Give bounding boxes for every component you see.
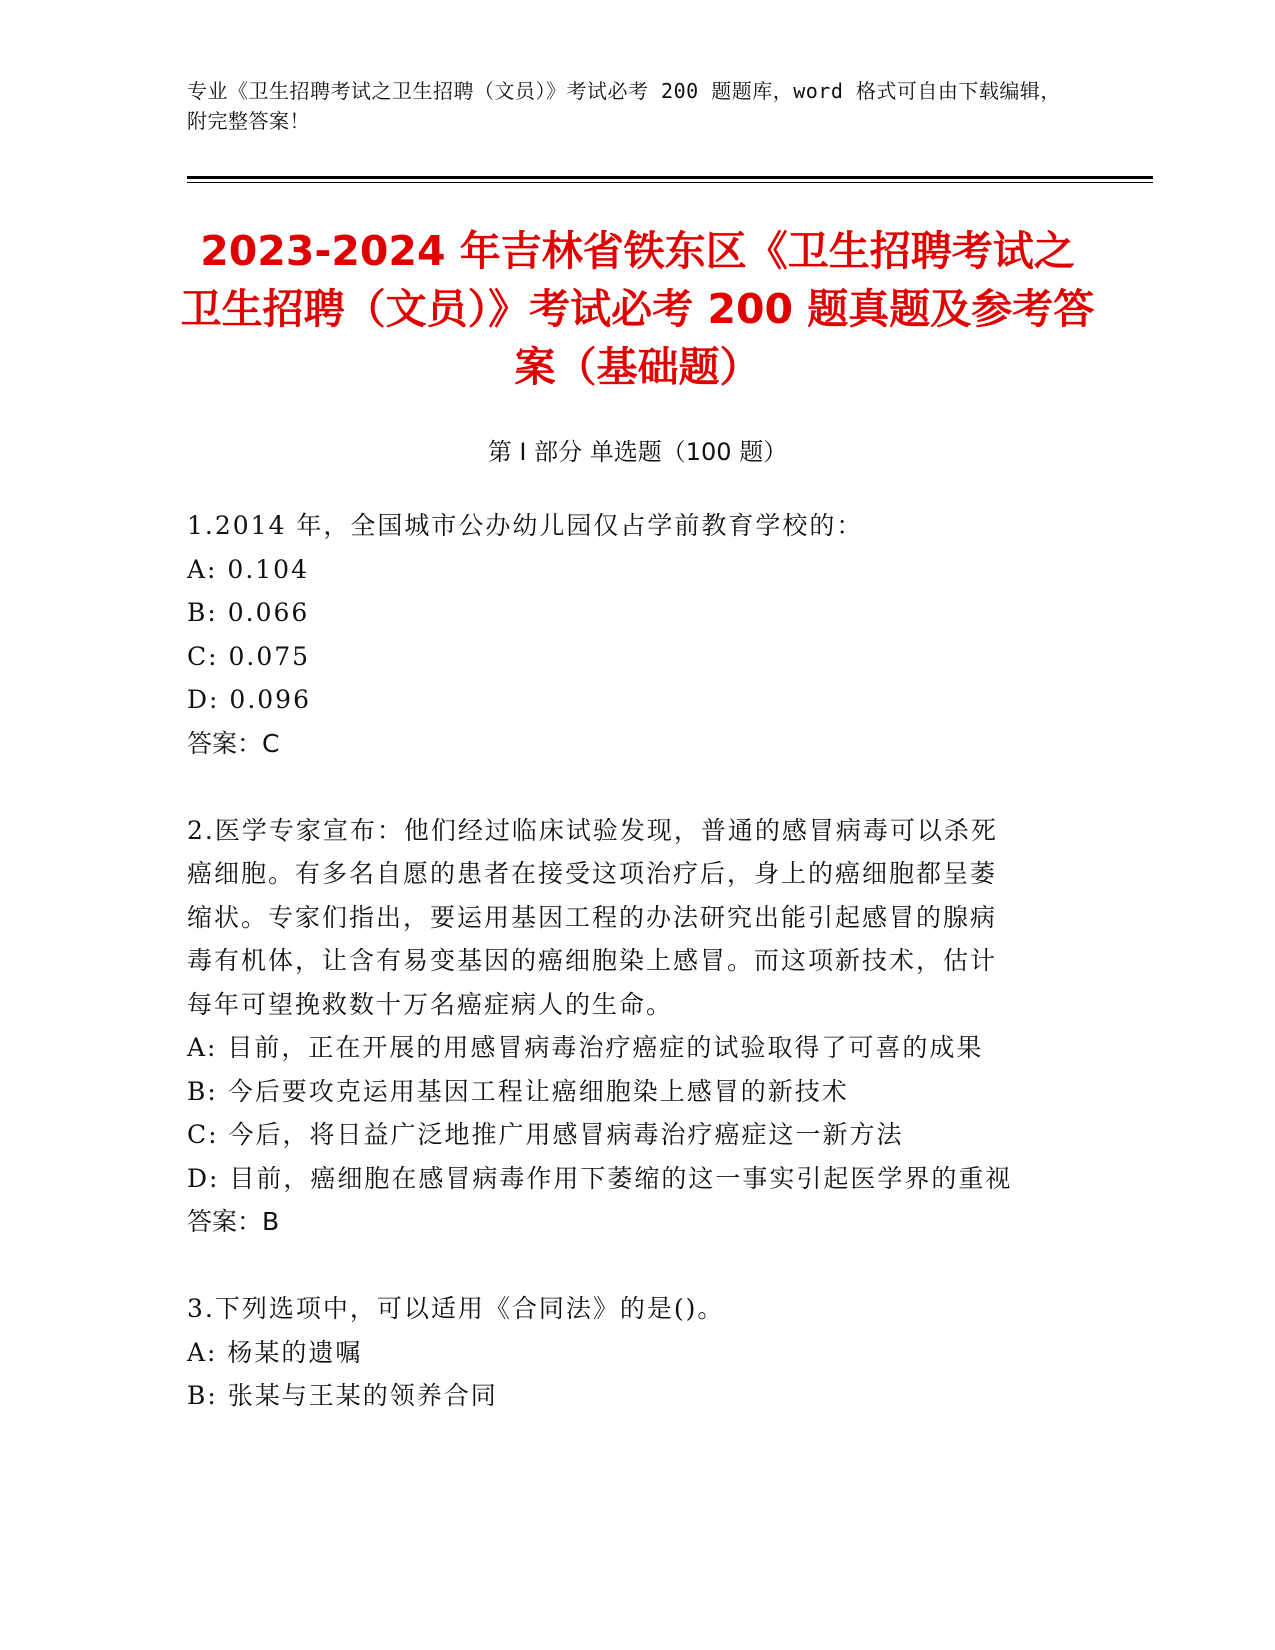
question-2-stem-line-2: 癌细胞。有多名自愿的患者在接受这项治疗后，身上的癌细胞都呈萎 [187,859,998,888]
question-2-answer: 答案：B [187,1207,280,1236]
question-3-option-b: B: 张某与王某的领养合同 [187,1381,498,1410]
question-2-stem-line-4: 毒有机体，让含有易变基因的癌细胞染上感冒。而这项新技术，估计 [187,946,998,975]
question-1-option-a: A: 0.104 [187,555,309,584]
section-heading: 第 I 部分 单选题（100 题） [487,438,788,466]
question-3-option-a: A: 杨某的遗嘱 [187,1338,363,1367]
question-1-option-b: B: 0.066 [187,598,310,627]
question-2-option-d: D: 目前，癌细胞在感冒病毒作用下萎缩的这一事实引起医学界的重视 [187,1164,1013,1193]
question-2-stem-line-3: 缩状。专家们指出，要运用基因工程的办法研究出能引起感冒的腺病 [187,903,998,932]
question-2-option-c: C: 今后，将日益广泛地推广用感冒病毒治疗癌症这一新方法 [187,1120,904,1149]
question-1-option-d: D: 0.096 [187,685,311,714]
question-1-stem: 1.2014 年，全国城市公办幼儿园仅占学前教育学校的： [187,511,864,540]
question-2-stem-line-1: 2.医学专家宣布：他们经过临床试验发现，普通的感冒病毒可以杀死 [187,816,998,845]
document-title: 2023-2024 年吉林省铁东区《卫生招聘考试之卫生招聘（文员）》考试必考 200 题真题及参考答案（基础题） [180,227,1095,391]
question-2-option-b: B: 今后要攻克运用基因工程让癌细胞染上感冒的新技术 [187,1077,849,1106]
question-1-answer: 答案：C [187,729,280,758]
header-note: 专业《卫生招聘考试之卫生招聘（文员）》考试必考 200 题题库，word 格式可自由下载编辑，附完整答案！ [187,79,1061,133]
question-2-stem-line-5: 每年可望挽救数十万名癌症病人的生命。 [187,990,674,1019]
question-3-stem: 3.下列选项中，可以适用《合同法》的是()。 [187,1294,725,1323]
question-1-option-c: C: 0.075 [187,642,311,671]
question-2-option-a: A: 目前，正在开展的用感冒病毒治疗癌症的试验取得了可喜的成果 [187,1033,984,1062]
header-divider-thick [187,176,1153,179]
header-divider-thin [187,182,1153,183]
